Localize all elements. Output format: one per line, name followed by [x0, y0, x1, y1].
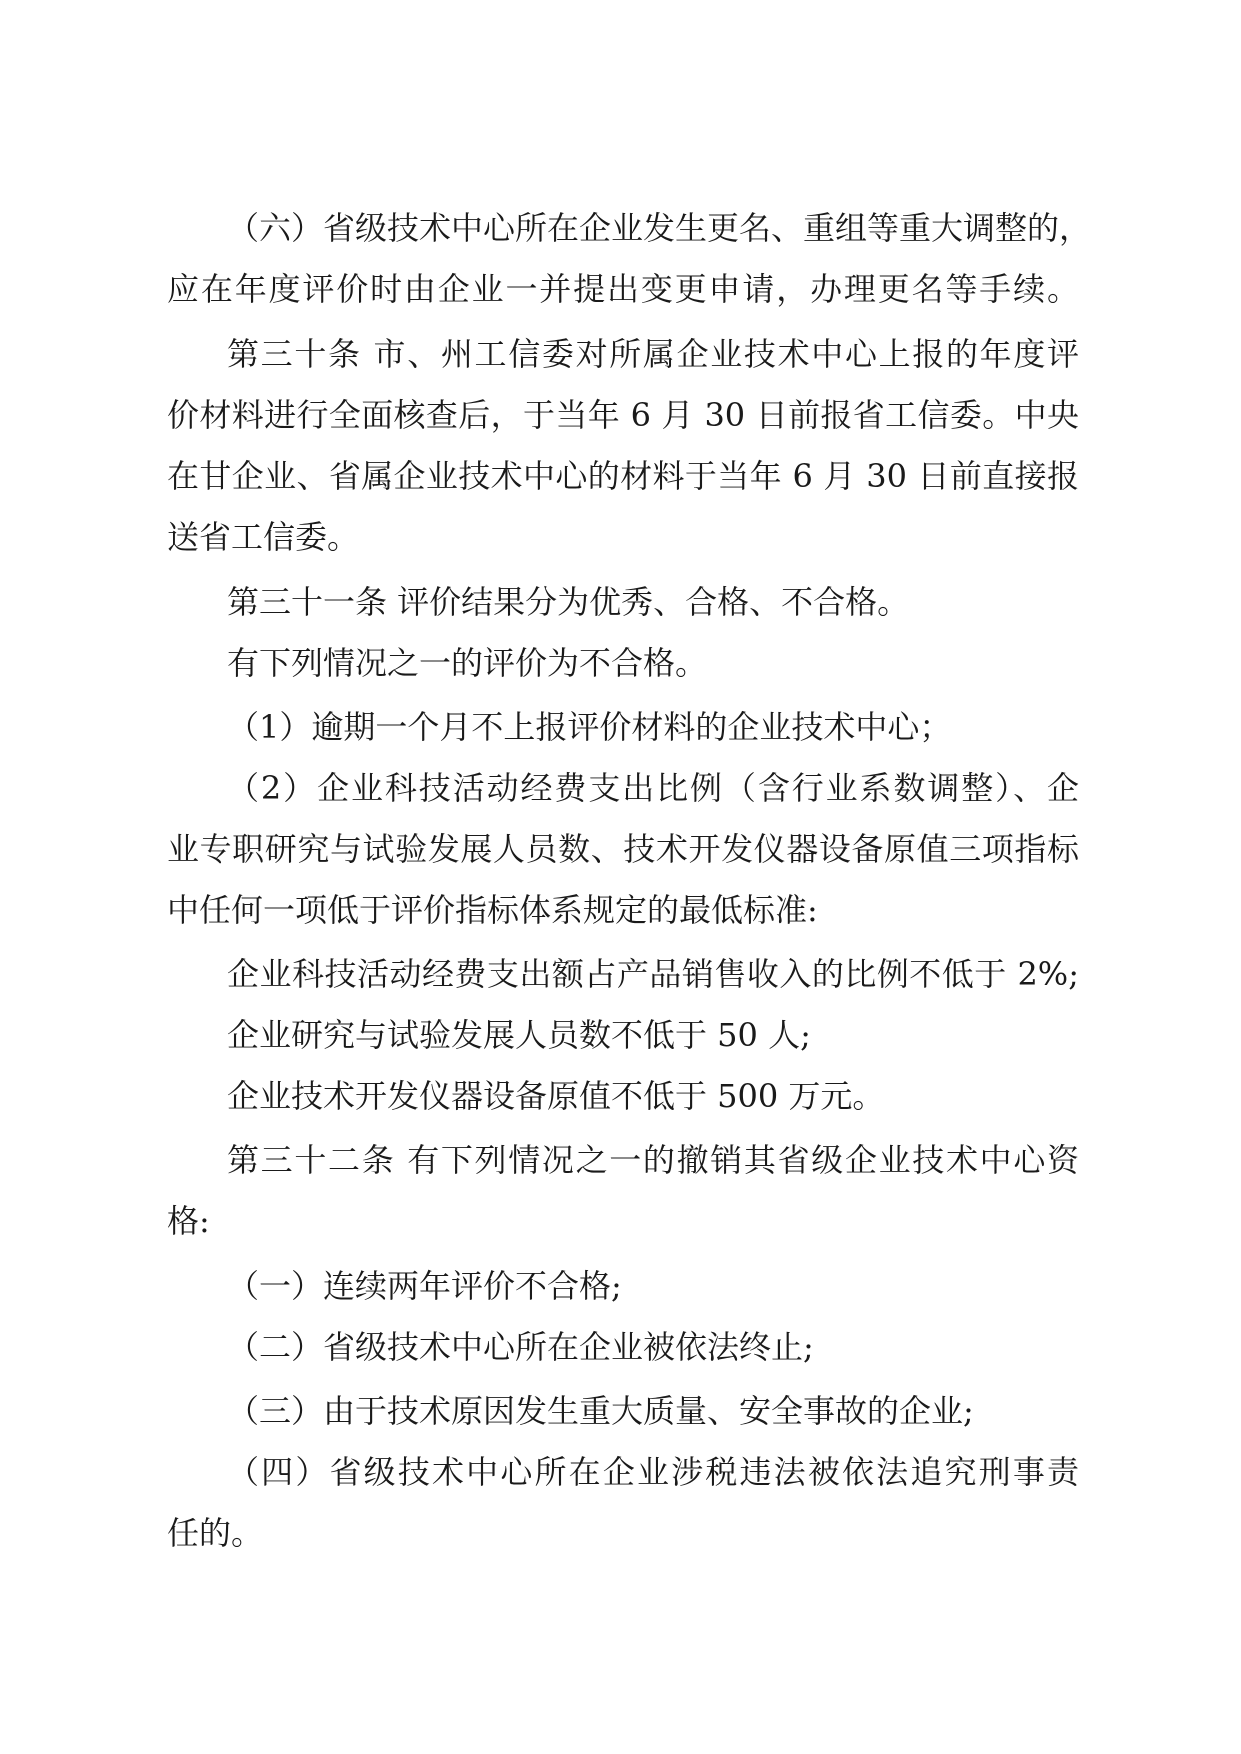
text-line: 任的。 — [167, 1514, 264, 1552]
text-line: 中任何一项低于评价指标体系规定的最低标准: — [167, 891, 818, 929]
text-line: 价材料进行全面核查后，于当年 6 月 30 日前报省工信委。中央 — [167, 396, 1079, 434]
text-line: 送省工信委。 — [167, 518, 360, 556]
text-line: 在甘企业、省属企业技术中心的材料于当年 6 月 30 日前直接报 — [167, 457, 1079, 495]
text-line: 第三十条 市、州工信委对所属企业技术中心上报的年度评 — [227, 335, 1079, 373]
text-line: 企业技术开发仪器设备原值不低于 500 万元。 — [227, 1077, 885, 1115]
text-line: 第三十一条 评价结果分为优秀、合格、不合格。 — [227, 583, 910, 621]
text-line: （三）由于技术原因发生重大质量、安全事故的企业; — [227, 1392, 974, 1430]
text-line: 企业科技活动经费支出额占产品销售收入的比例不低于 2%; — [227, 955, 1079, 993]
text-line: （1）逾期一个月不上报评价材料的企业技术中心； — [227, 708, 952, 746]
text-line: 第三十二条 有下列情况之一的撤销其省级企业技术中心资 — [227, 1141, 1079, 1179]
text-line: 有下列情况之一的评价为不合格。 — [227, 644, 708, 682]
text-line: 企业研究与试验发展人员数不低于 50 人; — [227, 1016, 811, 1054]
text-line: 应在年度评价时由企业一并提出变更申请，办理更名等手续。 — [167, 270, 1079, 308]
text-line: （二）省级技术中心所在企业被依法终止; — [227, 1328, 814, 1366]
text-line: （四）省级技术中心所在企业涉税违法被依法追究刑事责 — [227, 1453, 1079, 1491]
text-line: （2）企业科技活动经费支出比例（含行业系数调整）、企 — [227, 769, 1079, 807]
text-line: （六）省级技术中心所在企业发生更名、重组等重大调整的， — [227, 209, 1092, 247]
text-line: 业专职研究与试验发展人员数、技术开发仪器设备原值三项指标 — [167, 830, 1079, 868]
text-line: 格: — [167, 1202, 210, 1240]
text-line: （一）连续两年评价不合格; — [227, 1267, 622, 1305]
